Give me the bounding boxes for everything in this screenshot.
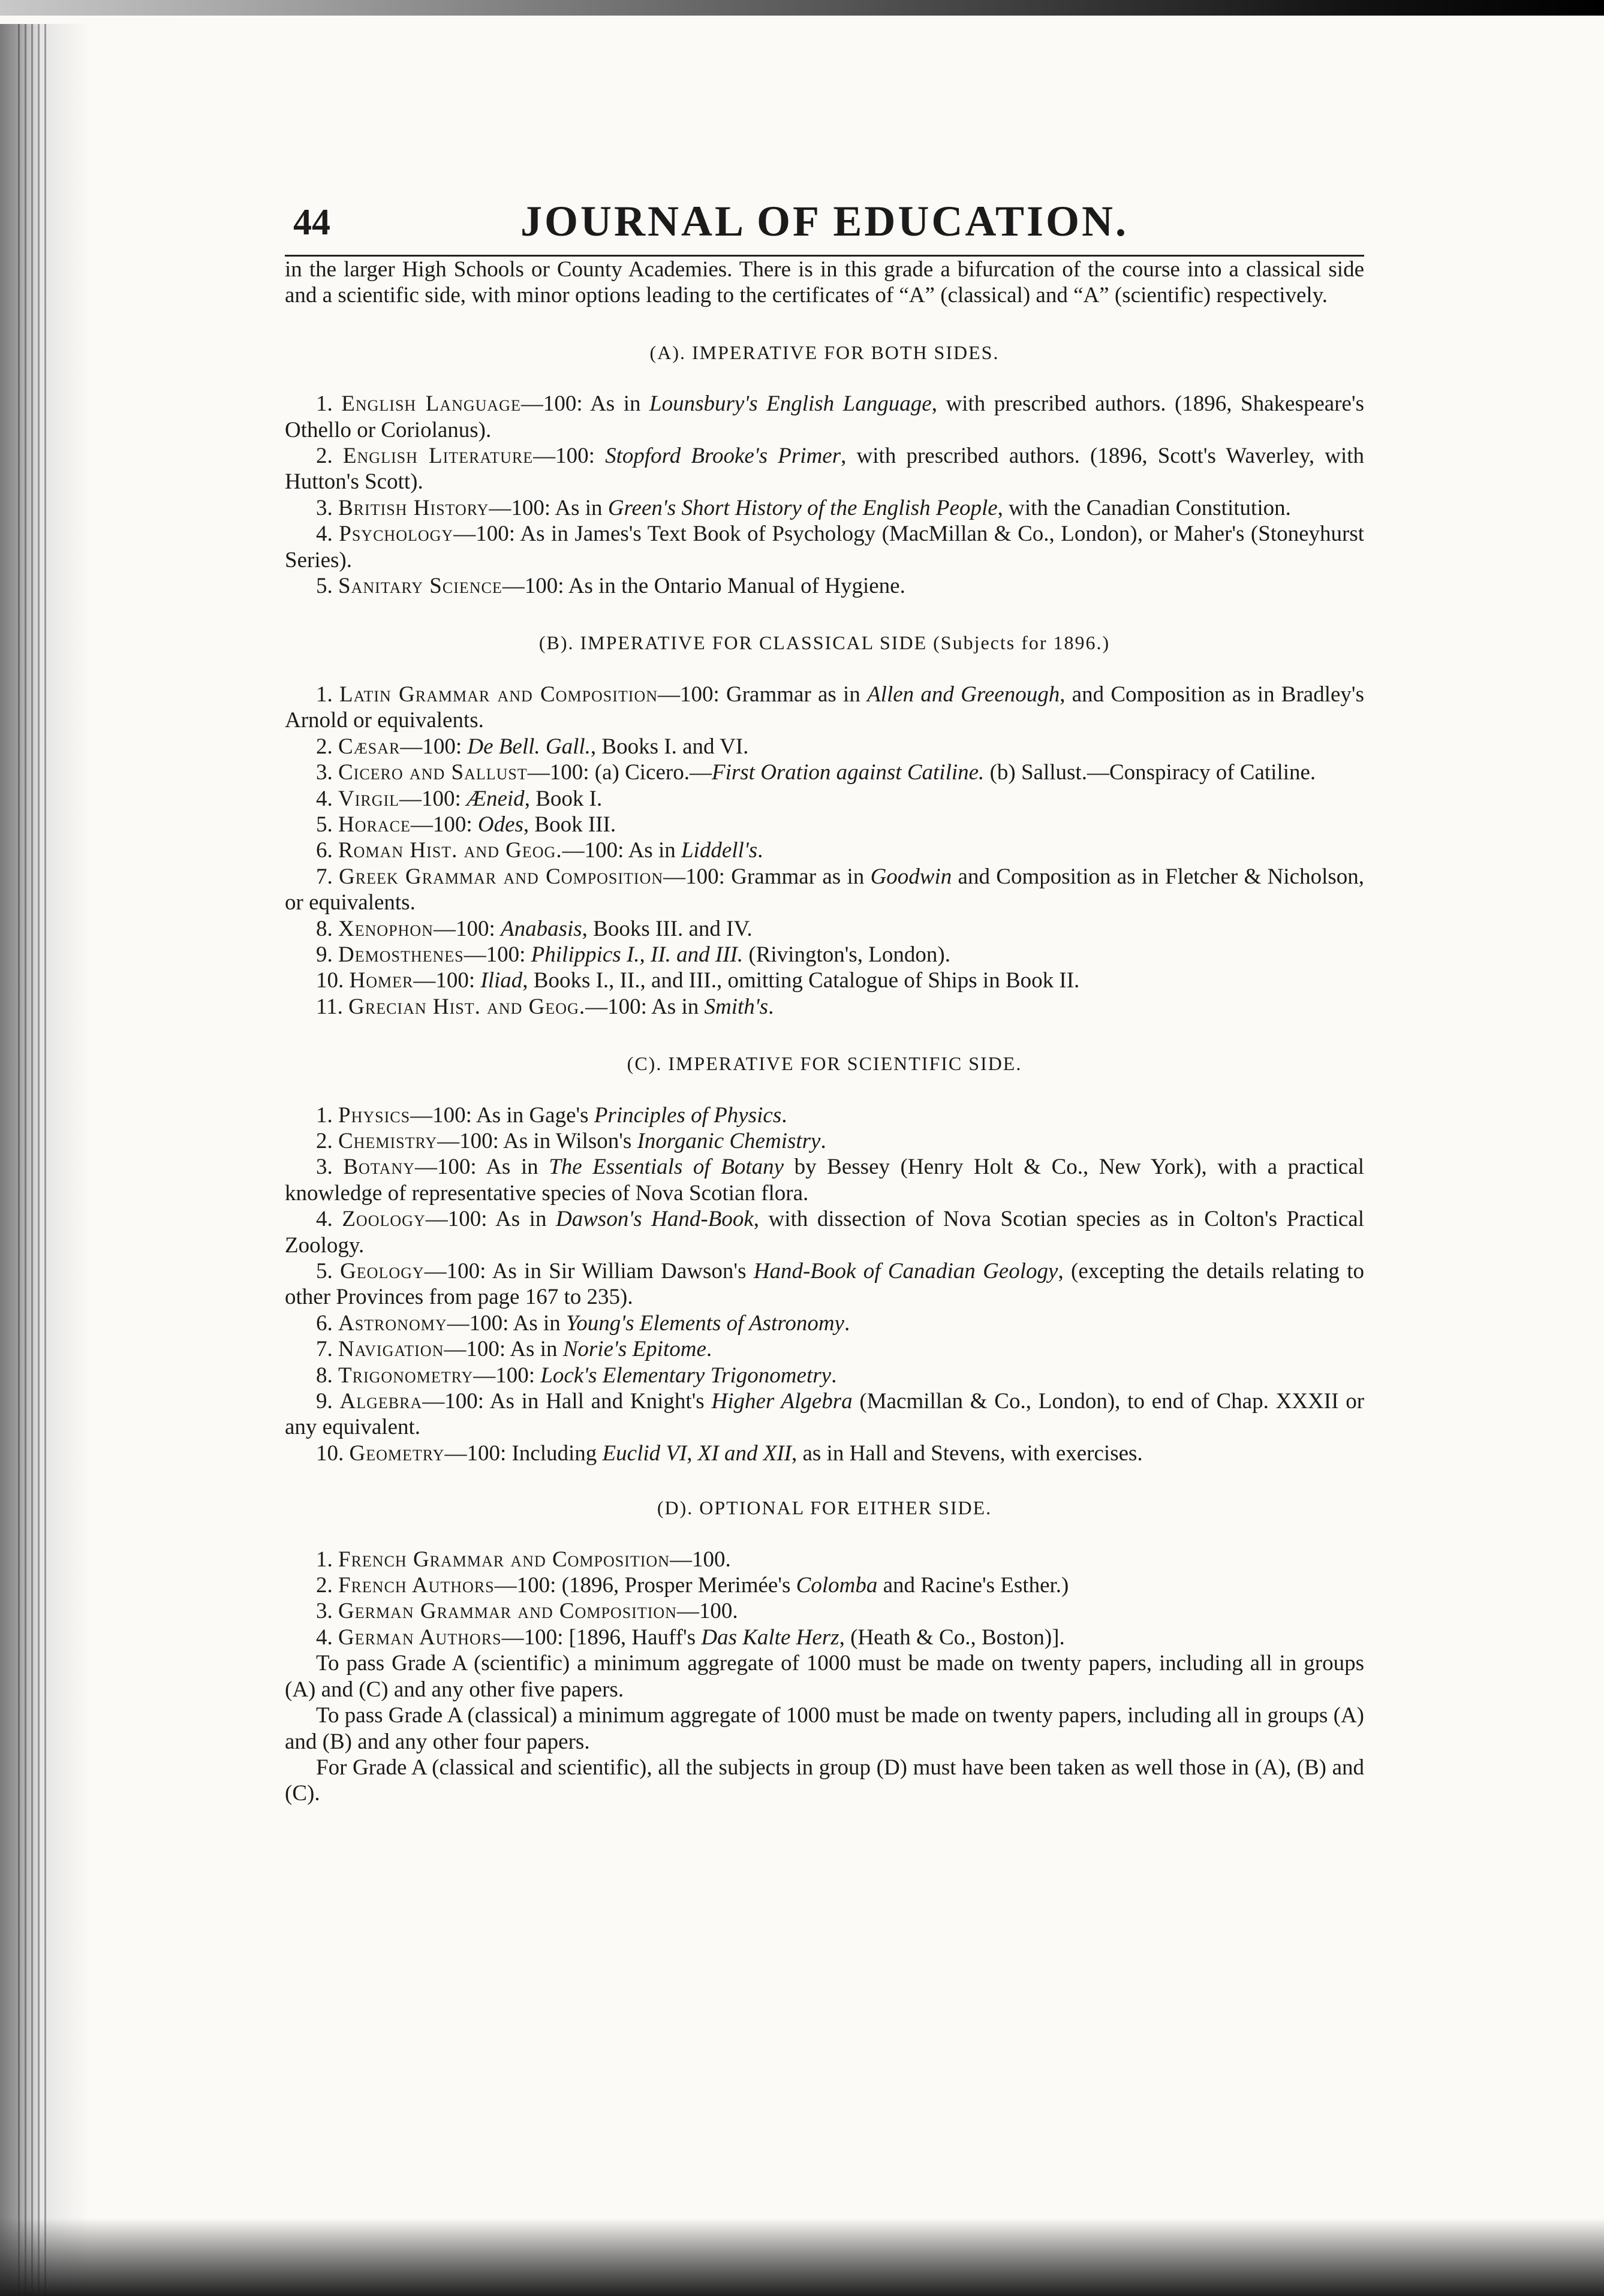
- subject-number: 5.: [316, 1259, 333, 1283]
- subject-number: 7.: [316, 864, 333, 889]
- subject-title: Liddell's: [681, 838, 758, 863]
- subject-detail: —100: [1896, Hauff's: [501, 1625, 702, 1650]
- subject-number: 1.: [316, 682, 333, 707]
- subject-title: Lock's Elementary Trigonometry: [540, 1363, 832, 1388]
- subject-rest: (b) Sallust.—Conspiracy of Catiline.: [984, 760, 1316, 785]
- subject-rest: and Racine's Esther.): [877, 1573, 1069, 1598]
- subject-detail: —100: As in Gage's: [410, 1102, 594, 1128]
- subject-number: 2.: [316, 1128, 333, 1153]
- subject-rest: (Rivington's, London).: [743, 942, 950, 967]
- subject-rest: , Books III. and IV.: [582, 916, 753, 941]
- subject-entry: [285, 1388, 1364, 1441]
- closing-paragraph: To pass Grade A (scientific) a minimum aggregate of 1000 must be made on twenty papers, including all in groups (A) and (C) and any other five papers.: [285, 1651, 1364, 1702]
- subject-title: Goodwin: [870, 864, 952, 889]
- subject-entry: [285, 994, 1364, 1020]
- subject-number: 10.: [316, 1441, 344, 1466]
- subject-number: 5.: [316, 574, 333, 599]
- subject-detail: —100: (a) Cicero.—: [527, 760, 712, 785]
- scan-bottom-edge: [0, 2218, 1604, 2296]
- subject-title: Principles of Physics: [594, 1102, 782, 1128]
- subject-rest: , Books I. and VI.: [590, 734, 749, 759]
- subject-detail: —100:: [473, 1363, 541, 1388]
- subject-number: 3.: [316, 1599, 333, 1624]
- subject-detail: —100:: [399, 786, 467, 811]
- subject-detail: —100: As in Wilson's: [437, 1128, 637, 1153]
- subject-entry: [285, 760, 1364, 785]
- subject-detail: —100:: [410, 812, 478, 837]
- subject-detail: —100:: [533, 444, 606, 469]
- subject-number: 10.: [316, 968, 344, 993]
- subject-entry: [285, 1258, 1364, 1310]
- subject-name: Navigation: [338, 1337, 444, 1362]
- subject-entry: [285, 1102, 1364, 1128]
- section-b-heading: (B). IMPERATIVE FOR CLASSICAL SIDE (Subjects for 1896.): [538, 632, 1111, 654]
- subject-name: Chemistry: [338, 1128, 438, 1153]
- subject-detail: —100.: [676, 1599, 738, 1624]
- subject-number: 4.: [316, 786, 333, 811]
- subject-title: First Oration against Catiline.: [711, 760, 985, 785]
- subject-number: 9.: [316, 942, 333, 967]
- subject-entry: [285, 1206, 1364, 1258]
- subject-number: 1.: [316, 1547, 333, 1572]
- subject-entry: [285, 942, 1364, 968]
- subject-rest: .: [706, 1337, 712, 1362]
- subject-title: Hand-Book of Canadian Geology: [753, 1259, 1058, 1283]
- subject-name: English Literature: [342, 444, 534, 469]
- section-b-list: [285, 682, 1364, 1020]
- subject-entry: [285, 682, 1364, 734]
- subject-number: 2.: [316, 734, 333, 759]
- scan-top-edge: [0, 0, 1604, 16]
- subject-name: German Grammar and Composition: [338, 1599, 677, 1624]
- subject-entry: [285, 786, 1364, 812]
- subject-title: Young's Elements of Astronomy: [566, 1310, 844, 1336]
- subject-name: Latin Grammar and Composition: [339, 682, 658, 707]
- subject-name: Virgil: [338, 786, 400, 811]
- subject-detail: —100:: [433, 916, 501, 941]
- subject-entry: [285, 1572, 1364, 1598]
- subject-number: 3.: [316, 760, 333, 785]
- subject-name: Zoology: [342, 1207, 426, 1232]
- subject-number: 3.: [316, 1155, 333, 1180]
- subject-rest: , Books I., II., and III., omitting Catalogue of Ships in Book II.: [522, 968, 1080, 993]
- subject-name: Physics: [338, 1102, 411, 1128]
- subject-title: The Essentials of Botany: [549, 1155, 784, 1180]
- subject-detail: —100.: [670, 1547, 731, 1572]
- subject-entry: [285, 864, 1364, 916]
- subject-number: 1.: [316, 1102, 333, 1128]
- subject-rest: .: [844, 1310, 850, 1336]
- section-d-heading: (D). OPTIONAL FOR EITHER SIDE.: [657, 1497, 992, 1519]
- subject-detail: —100: As in the Ontario Manual of Hygiene.: [502, 574, 905, 599]
- subject-rest: .: [781, 1102, 787, 1128]
- subject-rest: , (excepting the details relating to other Provinces from page 167 to 235).: [285, 1259, 1364, 1310]
- page-number: 44: [293, 202, 330, 243]
- subject-name: Sanitary Science: [338, 574, 502, 599]
- subject-detail: —100: As in: [425, 1207, 556, 1232]
- scan-binding-shadow: [0, 24, 90, 2296]
- subject-title: Das Kalte Herz: [701, 1625, 839, 1650]
- subject-entry: [285, 837, 1364, 863]
- subject-title: Euclid VI, XI and XII: [602, 1441, 792, 1466]
- section-c-heading: (C). IMPERATIVE FOR SCIENTIFIC SIDE.: [627, 1053, 1022, 1075]
- subject-number: 2.: [316, 1573, 333, 1598]
- subject-title: Anabasis: [500, 916, 582, 941]
- page-header: [285, 180, 1364, 257]
- subject-rest: .: [757, 838, 763, 863]
- subject-title: Inorganic Chemistry: [637, 1128, 821, 1153]
- subject-rest: , with prescribed authors. (1896, Scott's Waverley, with Hutton's Scott).: [285, 444, 1365, 495]
- subject-title: Æneid: [467, 786, 525, 811]
- subject-detail: —100: Grammar as in: [663, 864, 871, 889]
- closing-paragraph: For Grade A (classical and scientific), all the subjects in group (D) must have been taken as well those in (A), (B) and (C).: [285, 1755, 1364, 1806]
- subject-number: 11.: [316, 994, 343, 1019]
- subject-rest: (Macmillan & Co., London), to end of Chap. XXXII or any equivalent.: [285, 1389, 1365, 1440]
- subject-rest: by Bessey (Henry Holt & Co., New York), with a practical knowledge of representative species of Nova Scotian flora.: [285, 1155, 1365, 1206]
- subject-number: 4.: [316, 522, 333, 547]
- subject-name: Astronomy: [338, 1310, 447, 1336]
- section-d-list: [285, 1547, 1364, 1651]
- subject-detail: —100: As in: [414, 1155, 549, 1180]
- subject-entry: [285, 1128, 1364, 1154]
- subject-title: Iliad: [480, 968, 523, 993]
- running-title: JOURNAL OF EDUCATION.: [520, 197, 1129, 245]
- subject-entry: [285, 1625, 1364, 1650]
- subject-entry: [285, 968, 1364, 993]
- subject-number: 8.: [316, 1363, 333, 1388]
- subject-name: Xenophon: [338, 916, 434, 941]
- section-a-list: [285, 391, 1364, 599]
- subject-detail: —100: As in: [585, 994, 705, 1019]
- subject-name: Trigonometry: [338, 1363, 474, 1388]
- subject-detail: —100: As in: [489, 495, 608, 520]
- subject-entry: [285, 443, 1364, 495]
- subject-name: Geology: [340, 1259, 425, 1283]
- subject-entry: [285, 1547, 1364, 1572]
- subject-detail: —100:: [400, 734, 468, 759]
- subject-name: Greek Grammar and Composition: [339, 864, 664, 889]
- subject-name: Psychology: [339, 522, 454, 547]
- subject-name: Demosthenes: [338, 942, 464, 967]
- subject-title: Smith's: [704, 994, 769, 1019]
- subject-rest: , with the Canadian Constitution.: [997, 495, 1291, 520]
- section-a-heading: (A). IMPERATIVE FOR BOTH SIDES.: [649, 341, 1000, 363]
- subject-rest: .: [820, 1128, 826, 1153]
- subject-detail: —100: As in: [562, 838, 681, 863]
- subject-rest: .: [831, 1363, 837, 1388]
- subject-entry: [285, 573, 1364, 599]
- subject-name: Cæsar: [338, 734, 401, 759]
- subject-title: Odes: [477, 812, 523, 837]
- subject-detail: —100: Including: [444, 1441, 603, 1466]
- subject-name: Homer: [349, 968, 414, 993]
- subject-entry: [285, 391, 1364, 443]
- subject-name: Roman Hist. and Geog.: [338, 838, 562, 863]
- journal-page: [285, 180, 1364, 1807]
- subject-detail: —100: Grammar as in: [658, 682, 868, 707]
- subject-name: Cicero and Sallust: [338, 760, 528, 785]
- subject-title: Philippics I., II. and III.: [531, 942, 744, 967]
- subject-title: Lounsbury's English Language: [649, 391, 932, 417]
- subject-entry: [285, 734, 1364, 760]
- subject-entry: [285, 1441, 1364, 1466]
- subject-name: British History: [338, 495, 489, 520]
- subject-entry: [285, 1310, 1364, 1336]
- scan-binding-lines: [18, 24, 51, 2296]
- subject-detail: —100:: [464, 942, 531, 967]
- subject-detail: —100:: [413, 968, 481, 993]
- subject-number: 7.: [316, 1337, 333, 1362]
- subject-title: Allen and Greenough: [867, 682, 1060, 707]
- subject-rest: , (Heath & Co., Boston)].: [839, 1625, 1065, 1650]
- subject-entry: [285, 1363, 1364, 1388]
- subject-number: 4.: [316, 1625, 333, 1650]
- subject-rest: , Book III.: [523, 812, 616, 837]
- subject-name: Algebra: [339, 1389, 423, 1414]
- section-c-list: [285, 1102, 1364, 1467]
- subject-rest: , with dissection of Nova Scotian species as in Colton's Practical Zoology.: [285, 1207, 1365, 1258]
- subject-detail: —100: As in Hall and Knight's: [422, 1389, 712, 1414]
- subject-name: German Authors: [338, 1625, 502, 1650]
- subject-number: 9.: [316, 1389, 333, 1414]
- subject-name: French Authors: [338, 1573, 495, 1598]
- subject-title: Colomba: [796, 1573, 878, 1598]
- subject-detail: —100: As in: [444, 1337, 563, 1362]
- subject-entry: [285, 495, 1364, 521]
- subject-rest: , as in Hall and Stevens, with exercises.: [791, 1441, 1143, 1466]
- subject-detail: —100: As in James's Text Book of Psychology (MacMillan & Co., London), or Maher's (Stoneyhurst Series).: [285, 522, 1365, 573]
- subject-detail: —100: As in: [520, 391, 649, 417]
- subject-number: 3.: [316, 495, 333, 520]
- subject-number: 2.: [316, 444, 333, 469]
- intro-paragraph: in the larger High Schools or County Academies. There is in this grade a bifurcation of the course into a classical side and a scientific side, with minor options leading to the certificates of “A” (classical) and “A” (scientific) respectively.: [285, 257, 1364, 308]
- subject-detail: —100: As in Sir William Dawson's: [424, 1259, 754, 1283]
- closing-paragraph: To pass Grade A (classical) a minimum aggregate of 1000 must be made on twenty papers, including all in groups (A) and (B) and any other four papers.: [285, 1703, 1364, 1754]
- page-body: [285, 257, 1364, 1807]
- subject-title: Green's Short History of the English People: [607, 495, 998, 520]
- subject-rest: .: [768, 994, 774, 1019]
- subject-title: Higher Algebra: [711, 1389, 853, 1414]
- subject-entry: [285, 1336, 1364, 1362]
- subject-detail: —100: As in: [447, 1310, 567, 1336]
- subject-number: 6.: [316, 1310, 333, 1336]
- subject-entry: [285, 916, 1364, 942]
- subject-name: Grecian Hist. and Geog.: [348, 994, 586, 1019]
- subject-entry: [285, 1598, 1364, 1624]
- subject-rest: and Composition as in Fletcher & Nicholson, or equivalents.: [285, 864, 1365, 915]
- subject-rest: , with prescribed authors. (1896, Shakespeare's Othello or Coriolanus).: [285, 391, 1365, 442]
- subject-number: 6.: [316, 838, 333, 863]
- subject-entry: [285, 812, 1364, 837]
- subject-name: Botany: [343, 1155, 415, 1180]
- subject-name: English Language: [341, 391, 521, 417]
- subject-number: 4.: [316, 1207, 333, 1232]
- subject-name: Horace: [338, 812, 411, 837]
- subject-entry: [285, 521, 1364, 573]
- subject-title: Dawson's Hand-Book: [556, 1207, 754, 1232]
- subject-entry: [285, 1154, 1364, 1206]
- subject-rest: , and Composition as in Bradley's Arnold or equivalents.: [285, 682, 1364, 733]
- subject-title: Norie's Epitome: [562, 1337, 706, 1362]
- subject-name: French Grammar and Composition: [338, 1547, 670, 1572]
- subject-detail: —100: (1896, Prosper Merimée's: [494, 1573, 796, 1598]
- subject-number: 5.: [316, 812, 333, 837]
- subject-name: Geometry: [349, 1441, 445, 1466]
- subject-title: Stopford Brooke's Primer: [605, 444, 841, 469]
- subject-rest: , Book I.: [524, 786, 603, 811]
- subject-title: De Bell. Gall.: [467, 734, 591, 759]
- subject-number: 8.: [316, 916, 333, 941]
- subject-number: 1.: [316, 391, 333, 417]
